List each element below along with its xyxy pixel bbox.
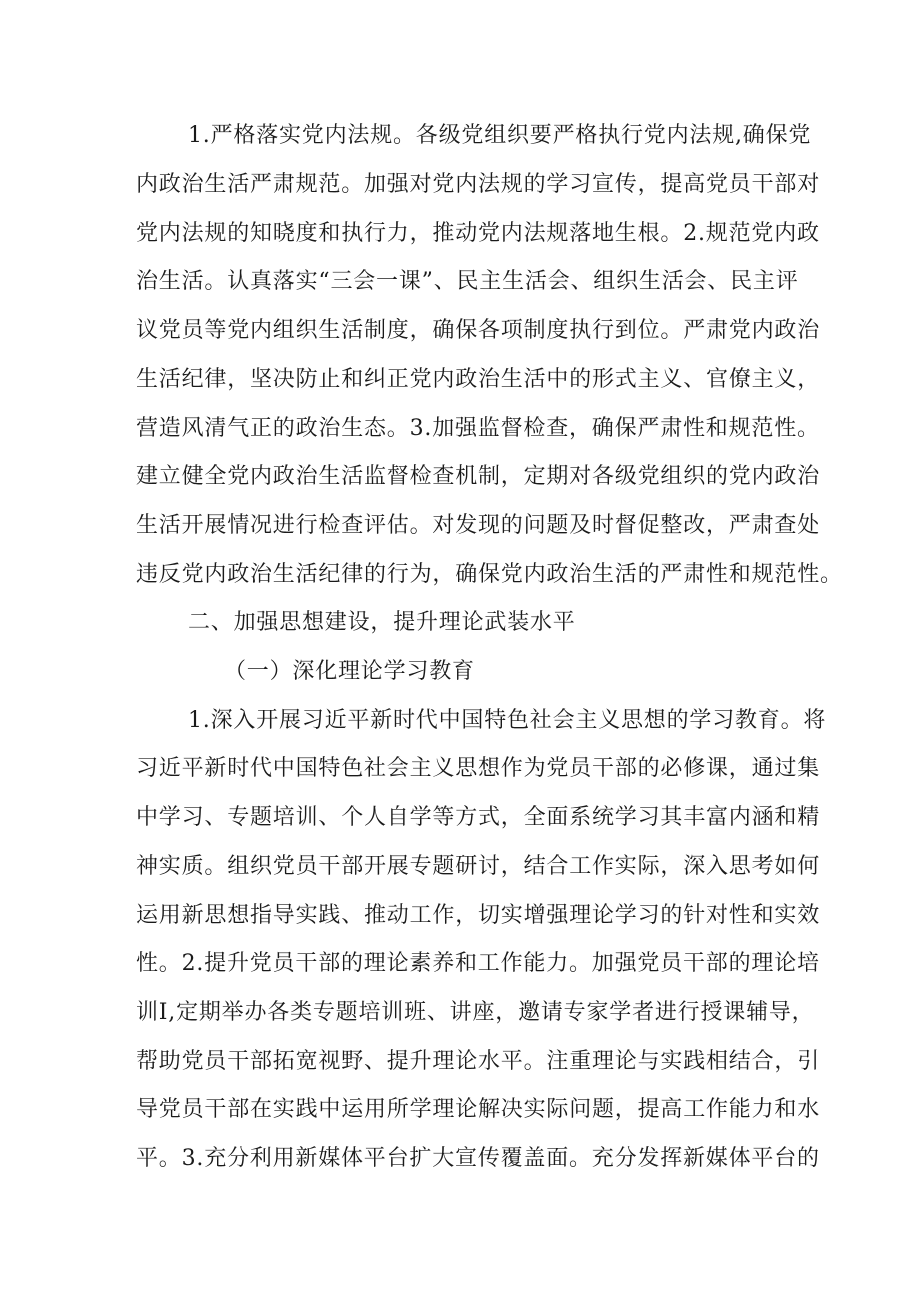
subsection-heading: （一）深化理论学习教育: [224, 659, 475, 684]
text-line: 训I,定期举办各类专题培训班、讲座，邀请专家学者进行授课辅导，: [136, 1000, 815, 1025]
text-line: 中学习、专题培训、个人自学等方式，全面系统学习其丰富内涵和精: [136, 805, 821, 830]
text-line: 党内法规的知晓度和执行力，推动党内法规落地生根。2.规范党内政: [136, 221, 820, 246]
text-line: 平。3.充分利用新媒体平台扩大宣传覆盖面。充分发挥新媒体平台的: [136, 1146, 820, 1171]
text-line: 导党员干部在实践中运用所学理论解决实际问题，提高工作能力和水: [136, 1097, 821, 1122]
text-line: 习近平新时代中国特色社会主义思想作为党员干部的必修课，通过集: [136, 756, 821, 781]
text-line: 1.深入开展习近平新时代中国特色社会主义思想的学习教育。将: [188, 708, 827, 733]
section-heading: 二、加强思想建设，提升理论武装水平: [188, 610, 576, 635]
text-line: 违反党内政治生活纪律的行为，确保党内政治生活的严肃性和规范性。: [136, 562, 843, 587]
text-line: 1.严格落实党内法规。各级党组织要严格执行党内法规,确保党: [188, 123, 812, 148]
text-line: 内政治生活严肃规范。加强对党内法规的学习宣传，提高党员干部对: [136, 172, 821, 197]
text-line: 性。2.提升党员干部的理论素养和工作能力。加强党员干部的理论培: [136, 951, 820, 976]
text-line: 生活纪律，坚决防止和纠正党内政治生活中的形式主义、官僚主义，: [136, 367, 821, 392]
text-line: 议党员等党内组织生活制度，确保各项制度执行到位。严肃党内政治: [136, 318, 821, 343]
text-line: 神实质。组织党员干部开展专题研讨，结合工作实际，深入思考如何: [136, 854, 821, 879]
text-line: 营造风清气正的政治生态。3.加强监督检查，确保严肃性和规范性。: [136, 416, 820, 441]
text-line: 建立健全党内政治生活监督检查机制，定期对各级党组织的党内政治: [136, 464, 821, 489]
text-line: 治生活。认真落实“三会一课”、民主生活会、组织生活会、民主评: [136, 269, 799, 294]
text-line: 生活开展情况进行检查评估。对发现的问题及时督促整改，严肃查处: [136, 513, 821, 538]
text-line: 运用新思想指导实践、推动工作，切实增强理论学习的针对性和实效: [136, 903, 821, 928]
text-line: 帮助党员干部拓宽视野、提升理论水平。注重理论与实践相结合，引: [136, 1049, 821, 1074]
